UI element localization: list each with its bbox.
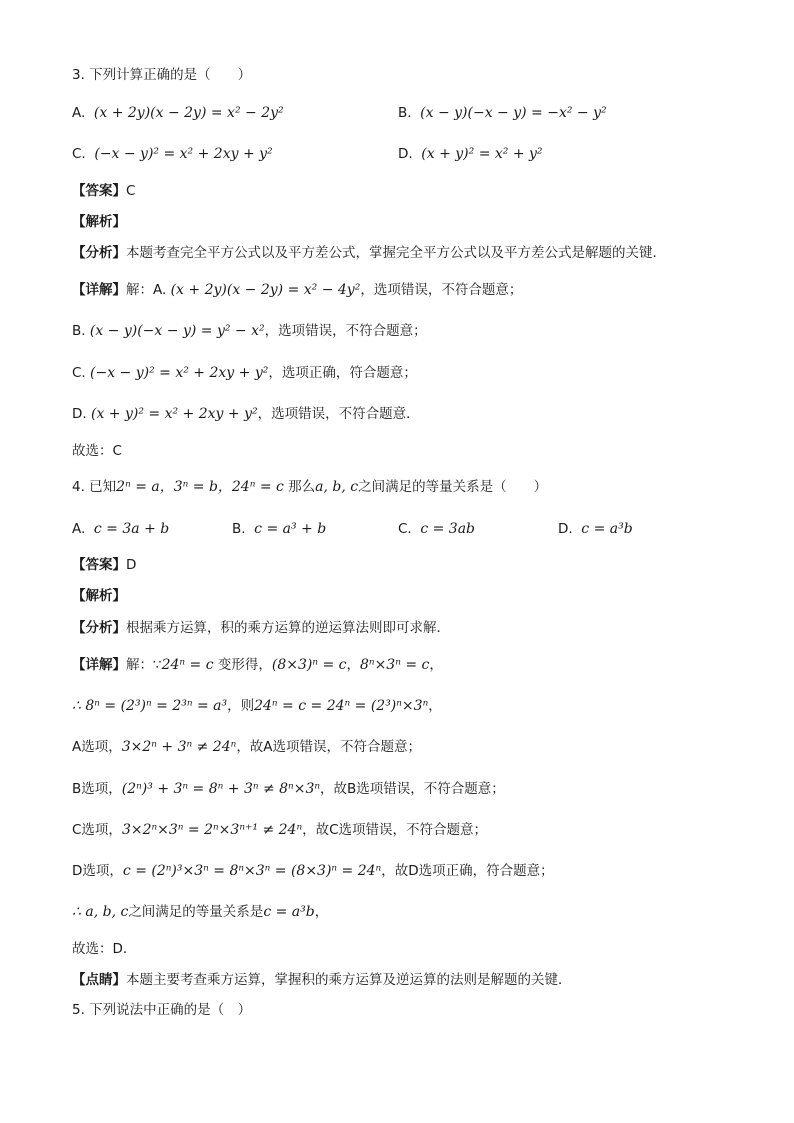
q4-detail-a <box>72 738 421 756</box>
q3-choose: 故选：C <box>72 443 122 459</box>
dianjing-text: 本题主要考查乘方运算，掌握积的乘方运算及逆运算的法则是解题的关键． <box>126 972 572 988</box>
q3-detail-d <box>72 405 420 423</box>
q4-option-c <box>398 520 475 538</box>
answer-tag: 【答案】 <box>72 183 126 199</box>
q4-detail-c <box>72 821 487 839</box>
detail-mid: ，则 <box>227 698 255 714</box>
detail-suffix: ，选项错误，不符合题意． <box>257 406 420 422</box>
detail-suffix: ，选项错误，不符合题意； <box>264 323 427 339</box>
q3-answer <box>72 182 135 200</box>
detail-prefix: D选项， <box>72 863 123 879</box>
option-label: C. <box>72 146 86 162</box>
detail-tag: 【详解】 <box>72 657 126 673</box>
detail-math: 8ⁿ×3ⁿ = c <box>359 657 430 673</box>
q4-detail-2 <box>72 697 442 715</box>
option-math: c = a³ + b <box>254 521 327 537</box>
detail-suffix: ，选项错误，不符合题意； <box>360 282 523 298</box>
q4-option-d <box>558 520 633 538</box>
detail-math: ∴ 8ⁿ = (2³)ⁿ = 2³ⁿ = a³ <box>72 698 228 714</box>
q3-option-a <box>72 104 284 122</box>
detail-mid: 变形得， <box>217 657 272 673</box>
detail-prefix: B选项， <box>72 781 122 797</box>
answer-tag: 【答案】 <box>72 557 126 573</box>
detail-suffix: ，故B选项错误，不符合题意； <box>320 781 505 797</box>
fenxi-text: 根据乘方运算，积的乘方运算的逆运算法则即可求解． <box>126 620 450 636</box>
analysis-tag: 【解析】 <box>72 214 126 230</box>
option-label: B. <box>398 105 412 121</box>
q3-detail-c <box>72 364 417 382</box>
detail-math: (8×3)ⁿ = c <box>271 657 347 673</box>
conclusion-end: ， <box>314 904 329 920</box>
fenxi-tag: 【分析】 <box>72 620 126 636</box>
analysis-tag: 【解析】 <box>72 588 126 604</box>
stem-mid: 那么 <box>288 479 316 495</box>
detail-math: (2ⁿ)³ + 3ⁿ = 8ⁿ + 3ⁿ ≠ 8ⁿ×3ⁿ <box>121 781 321 797</box>
detail-suffix: ，故A选项错误，不符合题意； <box>236 739 422 755</box>
dianjing-tag: 【点睛】 <box>72 972 126 988</box>
detail-math: 3×2ⁿ + 3ⁿ ≠ 24ⁿ <box>121 739 237 755</box>
option-label: A. <box>72 521 86 537</box>
detail-math: (x − y)(−x − y) = y² − x² <box>89 323 265 339</box>
detail-prefix: B. <box>72 323 86 339</box>
detail-prefix: A选项， <box>72 739 122 755</box>
detail-math: (x + 2y)(x − 2y) = x² − 4y² <box>170 282 361 298</box>
fenxi-text: 本题考查完全平方公式以及平方差公式，掌握完全平方公式以及平方差公式是解题的关键． <box>126 245 666 261</box>
conclusion-math: c = a³b <box>263 904 315 920</box>
q4-answer <box>72 556 136 574</box>
option-math: (x + y)² = x² + y² <box>421 146 543 162</box>
conclusion-math: ∴ a, b, c <box>72 904 129 920</box>
answer-value: D <box>126 557 137 573</box>
option-math: c = 3a + b <box>93 521 170 537</box>
answer-value: C <box>126 183 136 199</box>
option-math: (x − y)(−x − y) = −x² − y² <box>420 105 607 121</box>
stem-suffix: 之间满足的等量关系是（ ） <box>358 479 548 495</box>
detail-sep: ， <box>346 657 360 673</box>
q3-fenxi <box>72 244 666 262</box>
q3-detail-a <box>72 281 522 299</box>
detail-suffix: ，故C选项错误，不符合题意； <box>302 822 488 838</box>
detail-math: 3×2ⁿ×3ⁿ = 2ⁿ×3ⁿ⁺¹ ≠ 24ⁿ <box>121 822 303 838</box>
detail-math: (−x − y)² = x² + 2xy + y² <box>90 365 269 381</box>
detail-math: c = (2ⁿ)³×3ⁿ = 8ⁿ×3ⁿ = (8×3)ⁿ = 24ⁿ <box>122 863 382 879</box>
q4-detail-b <box>72 780 505 798</box>
stem-math: 2ⁿ = a，3ⁿ = b，24ⁿ = c <box>116 479 284 495</box>
q4-choose: 故选：D． <box>72 941 137 957</box>
detail-prefix: 解：∵ <box>126 657 162 673</box>
q4-analysis-tag <box>72 587 126 605</box>
q3-option-b <box>398 104 607 122</box>
detail-math: (x + y)² = x² + 2xy + y² <box>90 406 258 422</box>
q3-detail-b <box>72 322 427 340</box>
q4-conclusion <box>72 903 328 921</box>
q4-dianjing <box>72 971 572 989</box>
option-label: D. <box>558 521 573 537</box>
fenxi-tag: 【分析】 <box>72 245 126 261</box>
option-label: C. <box>398 521 412 537</box>
detail-math: 24ⁿ = c = 24ⁿ = (2³)ⁿ×3ⁿ <box>254 698 429 714</box>
q4-stem <box>72 478 547 496</box>
option-label: A. <box>72 105 86 121</box>
stem-prefix: 4. 已知 <box>72 479 117 495</box>
option-label: B. <box>232 521 246 537</box>
detail-suffix: ，故D选项正确，符合题意； <box>381 863 554 879</box>
q4-detail-d <box>72 862 554 880</box>
q4-option-b <box>232 520 326 538</box>
q3-option-c <box>72 145 273 163</box>
stem-vars: a, b, c <box>315 479 359 495</box>
option-math: c = a³b <box>581 521 633 537</box>
q4-fenxi <box>72 619 450 637</box>
q4-detail-1 <box>72 656 443 674</box>
detail-prefix: 解：A. <box>126 282 167 298</box>
option-math: (x + 2y)(x − 2y) = x² − 2y² <box>93 105 284 121</box>
q3-stem: 3. 下列计算正确的是（ ） <box>72 67 252 83</box>
detail-end: ， <box>429 657 443 673</box>
detail-tag: 【详解】 <box>72 282 126 298</box>
conclusion-mid: 之间满足的等量关系是 <box>128 904 264 920</box>
q4-option-a <box>72 520 169 538</box>
q3-analysis-tag <box>72 213 126 231</box>
q3-option-d <box>398 145 543 163</box>
detail-suffix: ，选项正确，符合题意； <box>268 365 417 381</box>
detail-prefix: D. <box>72 406 87 422</box>
option-math: c = 3ab <box>420 521 475 537</box>
option-math: (−x − y)² = x² + 2xy + y² <box>94 146 273 162</box>
q5-stem: 5. 下列说法中正确的是（ ） <box>72 1002 252 1018</box>
detail-prefix: C选项， <box>72 822 122 838</box>
detail-end: ， <box>428 698 442 714</box>
option-label: D. <box>398 146 413 162</box>
detail-math: 24ⁿ = c <box>161 657 214 673</box>
detail-prefix: C. <box>72 365 86 381</box>
